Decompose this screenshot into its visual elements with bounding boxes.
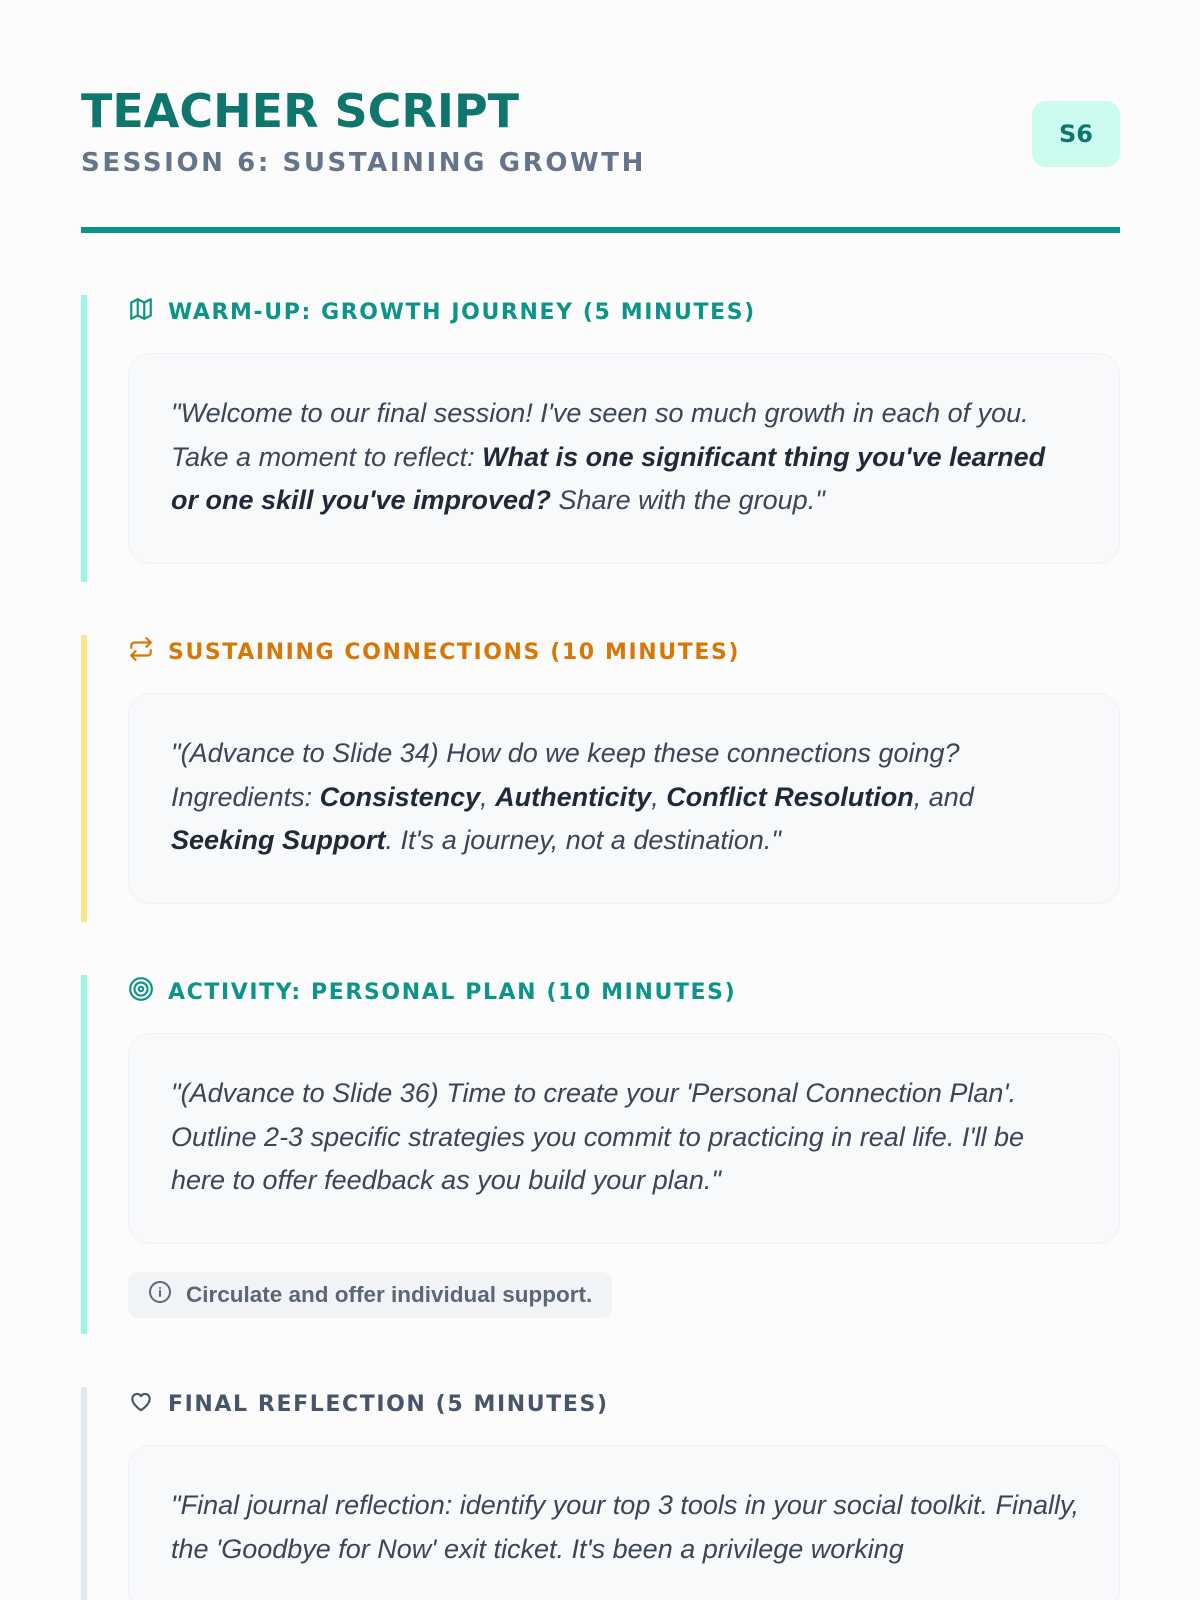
script-card: "(Advance to Slide 34) How do we keep these connections going? Ingredients: Consistency, Authenticity, Conflict Resolution, and Seeking Support. It's a journey, not a destination." (128, 693, 1120, 904)
script-card: "(Advance to Slide 36) Time to create your 'Personal Connection Plan'. Outline 2-3 specific strategies you commit to practicing in real life. I'll be here to offer feedback as you build your plan." (128, 1033, 1120, 1244)
section-sustaining-connections (81, 635, 1120, 922)
page-header (81, 0, 1120, 236)
teacher-note (128, 1272, 612, 1318)
target-icon (128, 976, 154, 1008)
teacher-note-text: Circulate and offer individual support. (186, 1281, 593, 1307)
info-icon (148, 1280, 172, 1310)
section-warm-up (81, 295, 1120, 582)
section-accent-bar (81, 635, 87, 922)
section-heading (128, 1387, 1120, 1421)
section-heading-text: FINAL REFLECTION (5 MINUTES) (168, 1391, 609, 1417)
section-accent-bar (81, 1387, 87, 1600)
page-subtitle: SESSION 6: SUSTAINING GROWTH (81, 148, 646, 178)
section-activity-personal-plan (81, 975, 1120, 1334)
repeat-icon (128, 636, 154, 668)
script-card: "Final journal reflection: identify your top 3 tools in your social toolkit. Finally, the 'Goodbye for Now' exit ticket. It's been a privilege working (128, 1445, 1120, 1600)
section-heading (128, 975, 1120, 1009)
session-badge: S6 (1032, 101, 1120, 167)
section-accent-bar (81, 975, 87, 1334)
section-heading-text: WARM-UP: GROWTH JOURNEY (5 MINUTES) (168, 299, 756, 325)
section-accent-bar (81, 295, 87, 582)
heart-icon (128, 1388, 154, 1420)
section-heading-text: SUSTAINING CONNECTIONS (10 MINUTES) (168, 639, 741, 665)
header-divider (81, 227, 1120, 233)
map-icon (128, 296, 154, 328)
page-title: TEACHER SCRIPT (81, 84, 520, 138)
section-heading (128, 295, 1120, 329)
section-heading (128, 635, 1120, 669)
script-card: "Welcome to our final session! I've seen so much growth in each of you. Take a moment to reflect: What is one significant thing you've learned or one skill you've improved? Share with the group." (128, 353, 1120, 564)
section-heading-text: ACTIVITY: PERSONAL PLAN (10 MINUTES) (168, 979, 737, 1005)
section-final-reflection (81, 1387, 1120, 1600)
